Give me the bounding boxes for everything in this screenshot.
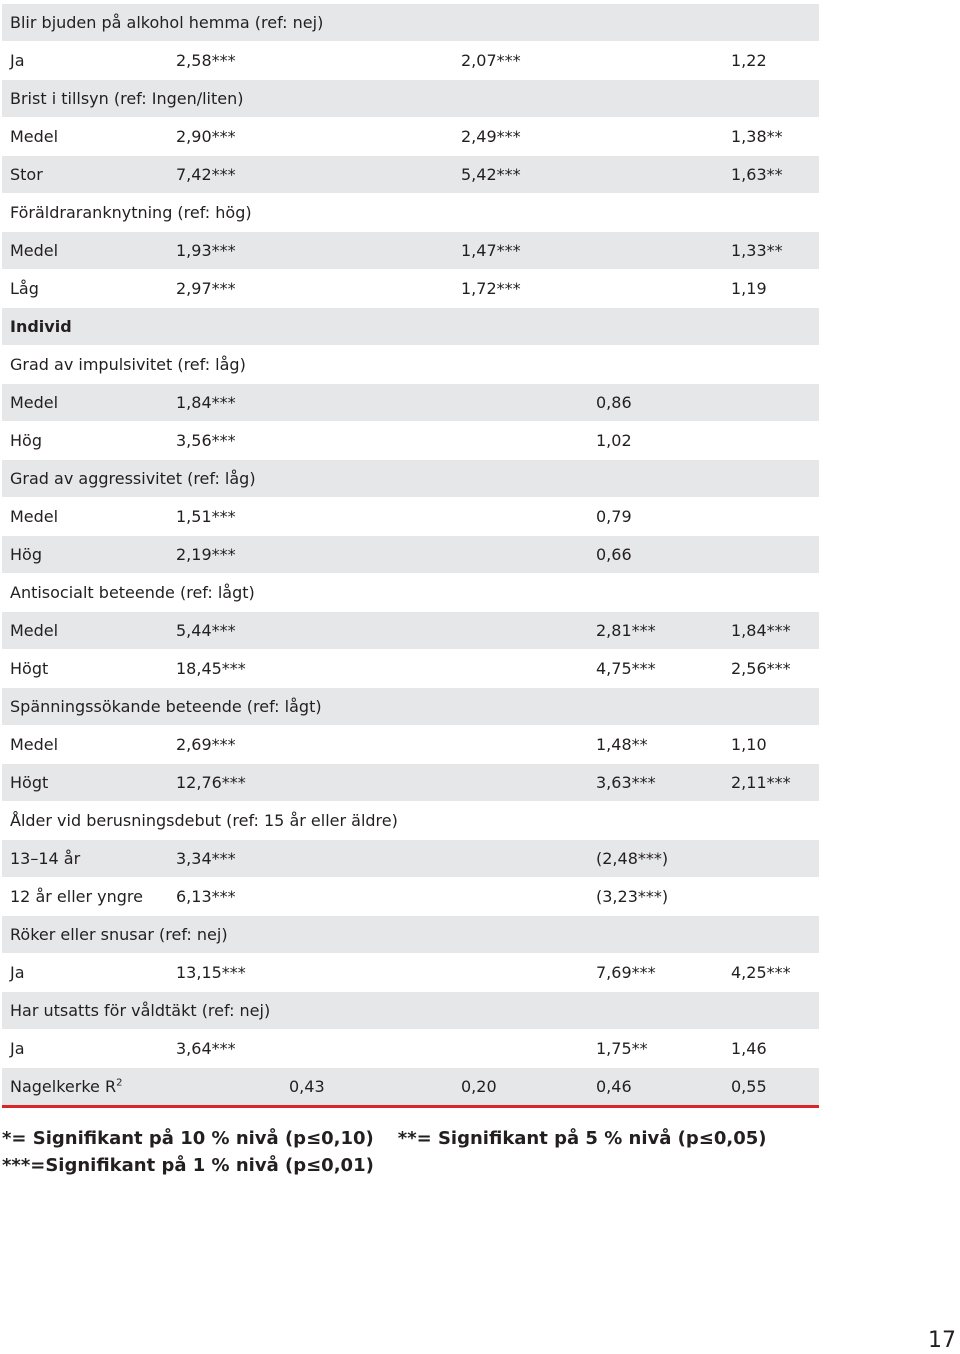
value-cell: 0,46 xyxy=(596,1077,632,1096)
row-label: Stor xyxy=(10,165,43,184)
nagelkerke-label: Nagelkerke R xyxy=(10,1077,117,1096)
value-cell: 1,22 xyxy=(731,51,767,70)
table-row xyxy=(2,954,819,992)
value-cell: 4,75*** xyxy=(596,659,656,678)
row-label: Individ xyxy=(10,317,72,336)
value-cell: 2,07*** xyxy=(461,51,521,70)
row-label xyxy=(10,1068,122,1106)
value-cell: 1,84*** xyxy=(176,393,236,412)
value-cell: 1,10 xyxy=(731,735,767,754)
r-squared-superscript: 2 xyxy=(116,1077,123,1089)
value-cell: 1,51*** xyxy=(176,507,236,526)
row-label: Antisocialt beteende (ref: lågt) xyxy=(10,583,255,602)
row-label: Har utsatts för våldtäkt (ref: nej) xyxy=(10,1001,271,1020)
table-row xyxy=(2,574,819,612)
row-label: Röker eller snusar (ref: nej) xyxy=(10,925,228,944)
value-cell: 1,48** xyxy=(596,735,648,754)
value-cell: 2,11*** xyxy=(731,773,791,792)
footnote-10-percent: *= Signifikant på 10 % nivå (p≤0,10) xyxy=(2,1128,374,1149)
table-row xyxy=(2,346,819,384)
value-cell: 3,64*** xyxy=(176,1039,236,1058)
value-cell: 2,81*** xyxy=(596,621,656,640)
table-row xyxy=(2,194,819,232)
table-row xyxy=(2,4,819,42)
table-row xyxy=(2,80,819,118)
value-cell: 3,63*** xyxy=(596,773,656,792)
row-label: Ålder vid berusningsdebut (ref: 15 år eller äldre) xyxy=(10,811,398,830)
value-cell: 1,02 xyxy=(596,431,632,450)
table-row xyxy=(2,878,819,916)
value-cell: 7,69*** xyxy=(596,963,656,982)
table-row xyxy=(2,688,819,726)
value-cell: 0,20 xyxy=(461,1077,497,1096)
row-label: Ja xyxy=(10,1039,25,1058)
table-row xyxy=(2,916,819,954)
value-cell: 2,90*** xyxy=(176,127,236,146)
row-label: Blir bjuden på alkohol hemma (ref: nej) xyxy=(10,13,324,32)
row-label: Medel xyxy=(10,621,59,640)
table-row xyxy=(2,536,819,574)
value-cell: 1,19 xyxy=(731,279,767,298)
table-row xyxy=(2,422,819,460)
value-cell: 6,13*** xyxy=(176,887,236,906)
row-label: Låg xyxy=(10,279,39,298)
row-label: Högt xyxy=(10,659,49,678)
row-label: 12 år eller yngre xyxy=(10,887,143,906)
value-cell: (3,23***) xyxy=(596,887,669,906)
value-cell: 5,42*** xyxy=(461,165,521,184)
regression-table xyxy=(2,4,819,1108)
value-cell: 2,49*** xyxy=(461,127,521,146)
row-label: Brist i tillsyn (ref: Ingen/liten) xyxy=(10,89,244,108)
value-cell: 1,33** xyxy=(731,241,783,260)
row-label: Ja xyxy=(10,51,25,70)
value-cell: 2,58*** xyxy=(176,51,236,70)
value-cell: 0,79 xyxy=(596,507,632,526)
table-row xyxy=(2,232,819,270)
table-row xyxy=(2,612,819,650)
row-label: Medel xyxy=(10,735,59,754)
footnote-line-1 xyxy=(2,1125,766,1152)
value-cell: 1,84*** xyxy=(731,621,791,640)
value-cell: 2,97*** xyxy=(176,279,236,298)
value-cell: 0,43 xyxy=(289,1077,325,1096)
footnote-1-percent: ***=Signifikant på 1 % nivå (p≤0,01) xyxy=(2,1155,374,1176)
table-row xyxy=(2,840,819,878)
row-label: Föräldraranknytning (ref: hög) xyxy=(10,203,252,222)
footnote-line-2 xyxy=(2,1152,766,1179)
table-row xyxy=(2,270,819,308)
value-cell: 0,55 xyxy=(731,1077,767,1096)
table-row xyxy=(2,498,819,536)
table-row xyxy=(2,156,819,194)
table-row xyxy=(2,726,819,764)
value-cell: 3,34*** xyxy=(176,849,236,868)
row-label: Medel xyxy=(10,127,59,146)
value-cell: 18,45*** xyxy=(176,659,246,678)
value-cell: 1,47*** xyxy=(461,241,521,260)
table-row xyxy=(2,802,819,840)
footnote-5-percent: **= Signifikant på 5 % nivå (p≤0,05) xyxy=(397,1128,767,1149)
table-row xyxy=(2,42,819,80)
row-label: 13–14 år xyxy=(10,849,81,868)
row-label: Spänningssökande beteende (ref: lågt) xyxy=(10,697,322,716)
row-label: Medel xyxy=(10,507,59,526)
value-cell: 0,86 xyxy=(596,393,632,412)
value-cell: 2,69*** xyxy=(176,735,236,754)
value-cell: 2,19*** xyxy=(176,545,236,564)
row-label: Grad av impulsivitet (ref: låg) xyxy=(10,355,246,374)
value-cell: 1,75** xyxy=(596,1039,648,1058)
table-row xyxy=(2,650,819,688)
value-cell: 1,46 xyxy=(731,1039,767,1058)
value-cell: 7,42*** xyxy=(176,165,236,184)
nagelkerke-row xyxy=(2,1068,819,1108)
table-row xyxy=(2,764,819,802)
table-row xyxy=(2,992,819,1030)
value-cell: (2,48***) xyxy=(596,849,669,868)
value-cell: 0,66 xyxy=(596,545,632,564)
table-row xyxy=(2,1030,819,1068)
row-label: Ja xyxy=(10,963,25,982)
value-cell: 12,76*** xyxy=(176,773,246,792)
table-row xyxy=(2,118,819,156)
row-label: Grad av aggressivitet (ref: låg) xyxy=(10,469,256,488)
value-cell: 5,44*** xyxy=(176,621,236,640)
value-cell: 4,25*** xyxy=(731,963,791,982)
value-cell: 1,72*** xyxy=(461,279,521,298)
table-row xyxy=(2,384,819,422)
page-number: 17 xyxy=(928,1328,956,1353)
row-label: Hög xyxy=(10,545,42,564)
row-label: Medel xyxy=(10,241,59,260)
row-label: Medel xyxy=(10,393,59,412)
row-label: Hög xyxy=(10,431,42,450)
table-row xyxy=(2,460,819,498)
row-label: Högt xyxy=(10,773,49,792)
value-cell: 2,56*** xyxy=(731,659,791,678)
value-cell: 3,56*** xyxy=(176,431,236,450)
section-header-row xyxy=(2,308,819,346)
value-cell: 1,93*** xyxy=(176,241,236,260)
value-cell: 13,15*** xyxy=(176,963,246,982)
value-cell: 1,38** xyxy=(731,127,783,146)
footnotes xyxy=(2,1125,766,1179)
value-cell: 1,63** xyxy=(731,165,783,184)
